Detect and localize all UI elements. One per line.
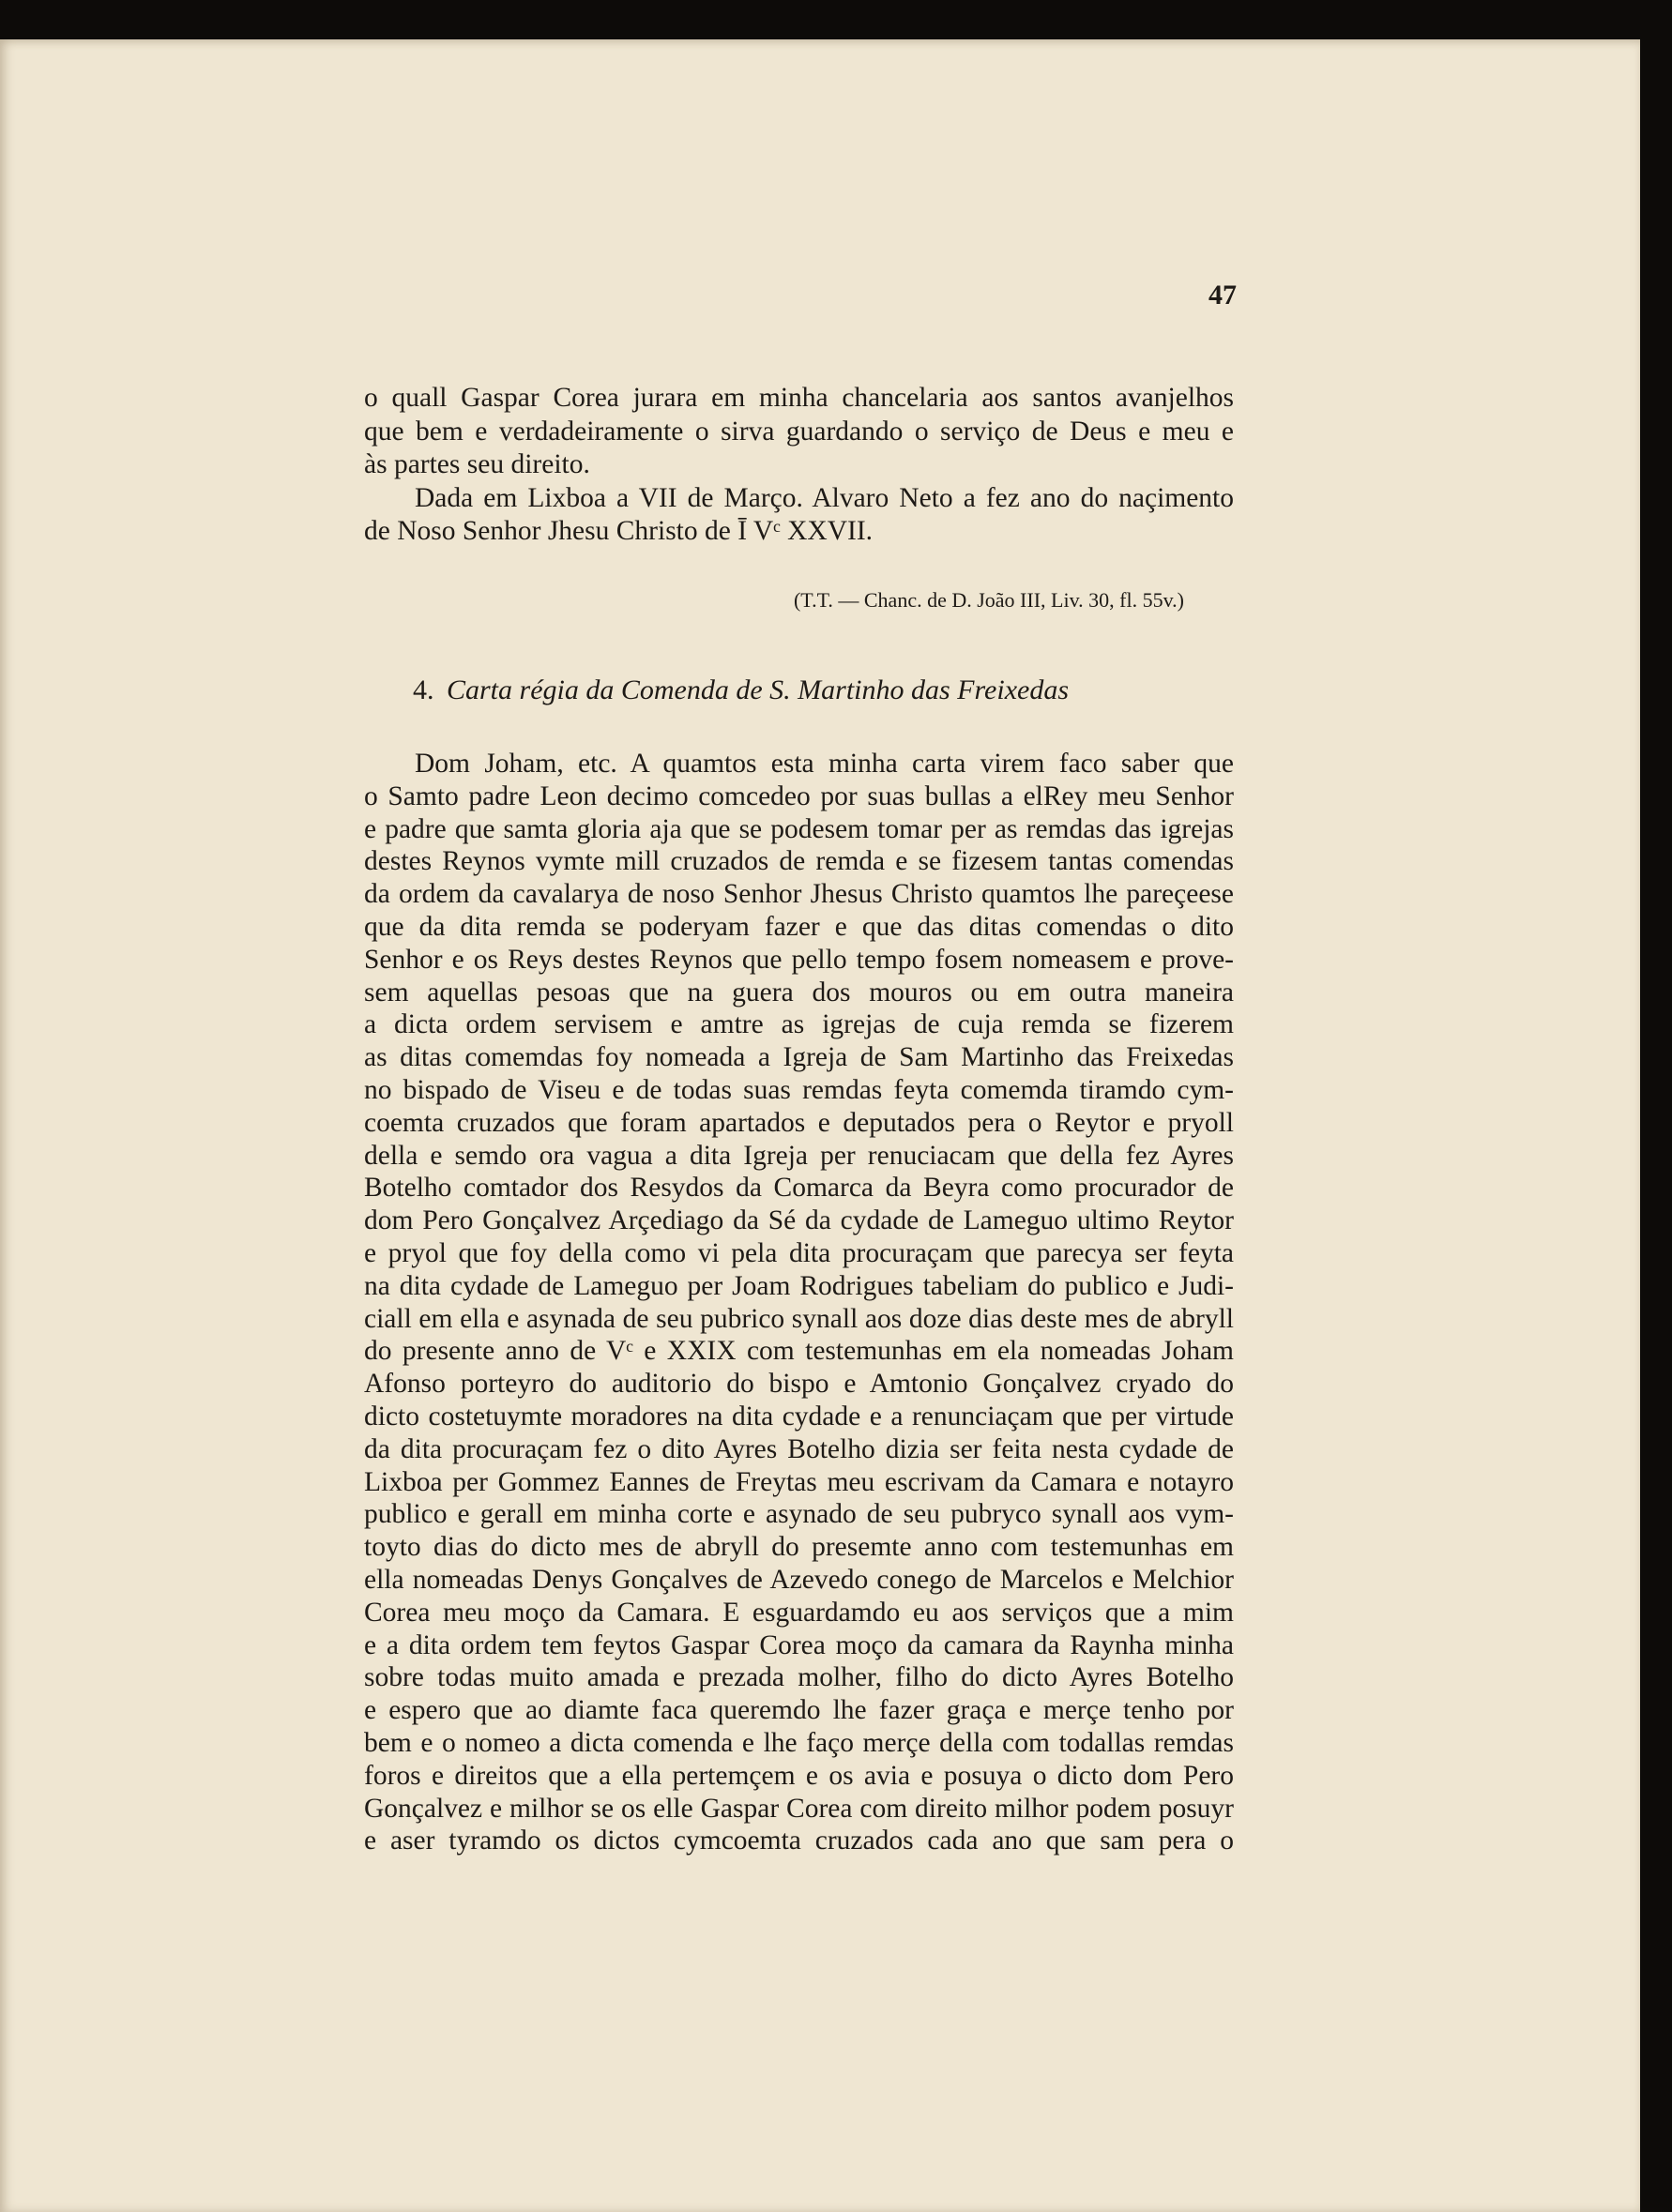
section-heading xyxy=(413,674,1069,706)
text-line: dicto costetuymte moradores na dita cydade e a renunciaçam que per virtude xyxy=(364,1401,1234,1432)
document-page xyxy=(0,39,1640,2212)
text-line: e espero que ao diamte faca queremdo lhe fazer graça e merçe tenho por xyxy=(364,1695,1234,1726)
text-line: Afonso porteyro do auditorio do bispo e Amtonio Gonçalvez cryado do xyxy=(364,1369,1234,1400)
text-line: que da dita remda se poderyam fazer e que das ditas comendas o dito xyxy=(364,911,1234,942)
source-citation: (T.T. — Chanc. de D. João III, Liv. 30, fl. 55v.) xyxy=(793,588,1184,612)
text-line: ciall em ella e asynada de seu pubrico synall aos doze dias deste mes de abryll xyxy=(364,1303,1234,1334)
text-line: as ditas comemdas foy nomeada a Igreja de Sam Martinho das Freixedas xyxy=(364,1042,1234,1073)
text-line: o Samto padre Leon decimo comcedeo por suas bullas a elRey meu Senhor xyxy=(364,780,1234,811)
text-line: o quall Gaspar Corea jurara em minha chancelaria aos santos avanjelhos xyxy=(364,383,1234,413)
text-line: dom Pero Gonçalvez Arçediago da Sé da cydade de Lameguo ultimo Reytor xyxy=(364,1205,1234,1236)
text-line: foros e direitos que a ella pertemçem e os avia e posuya o dicto dom Pero xyxy=(364,1760,1234,1791)
page-number: 47 xyxy=(1208,280,1237,311)
paragraph-royal-letter xyxy=(364,748,1234,1857)
text-line: Dom Joham, etc. A quamtos esta minha carta virem faco saber que xyxy=(415,749,1234,779)
text-line: publico e gerall em minha corte e asynado de seu pubryco synall aos vym- xyxy=(364,1499,1234,1530)
text-line: sem aquellas pesoas que na guera dos mouros ou em outra maneira xyxy=(364,977,1234,1008)
text-line: do presente anno de Vᶜ e XXIX com testemunhas em ela nomeadas Joham xyxy=(364,1336,1234,1367)
text-line: destes Reynos vymte mill cruzados de remda e se fizesem tantas comendas xyxy=(364,846,1234,877)
text-line: a dicta ordem servisem e amtre as igrejas de cuja remda se fizerem xyxy=(364,1009,1234,1040)
text-line: ella nomeadas Denys Gonçalves de Azevedo conego de Marcelos e Melchior xyxy=(364,1564,1234,1595)
text-line: Corea meu moço da Camara. E esguardamdo eu aos serviços que a mim xyxy=(364,1597,1234,1628)
text-line: da dita procuraçam fez o dito Ayres Botelho dizia ser feita nesta cydade de xyxy=(364,1433,1234,1464)
text-line: Senhor e os Reys destes Reynos que pello tempo fosem nomeasem e prove- xyxy=(364,944,1234,975)
paragraph-closing-previous-letter xyxy=(364,382,1234,549)
text-line: e aser tyramdo os dictos cymcoemta cruzados cada ano que sam pera o xyxy=(364,1826,1234,1856)
text-line: coemta cruzados que foram apartados e deputados pera o Reytor e pryoll xyxy=(364,1107,1234,1138)
text-line: na dita cydade de Lameguo per Joam Rodrigues tabeliam do publico e Judi- xyxy=(364,1270,1234,1301)
text-line: Lixboa per Gommez Eannes de Freytas meu escrivam da Camara e notayro xyxy=(364,1466,1234,1497)
text-line: Dada em Lixboa a VII de Março. Alvaro Neto a fez ano do naçimento xyxy=(415,482,1234,513)
text-line: e pryol que foy della como vi pela dita procuraçam que parecya ser feyta xyxy=(364,1237,1234,1268)
text-line: no bispado de Viseu e de todas suas remdas feyta comemda tiramdo cym- xyxy=(364,1074,1234,1105)
text-line: que bem e verdadeiramente o sirva guardando o serviço de Deus e meu e xyxy=(364,416,1234,447)
text-line: e a dita ordem tem feytos Gaspar Corea moço da camara da Raynha minha xyxy=(364,1629,1234,1660)
text-line: às partes seu direito. xyxy=(364,449,590,479)
text-line: de Noso Senhor Jhesu Christo de Ī Vᶜ XXVII. xyxy=(364,516,874,546)
text-line: della e semdo ora vagua a dita Igreja per renuciacam que della fez Ayres xyxy=(364,1140,1234,1171)
text-line: e padre que samta gloria aja que se podesem tomar per as remdas das igrejas xyxy=(364,813,1234,844)
text-line: sobre todas muito amada e prezada molher, filho do dicto Ayres Botelho xyxy=(364,1662,1234,1693)
text-line: Botelho comtador dos Resydos da Comarca da Beyra como procurador de xyxy=(364,1173,1234,1204)
text-line: toyto dias do dicto mes de abryll do presemte anno com testemunhas em xyxy=(364,1532,1234,1563)
section-title: Carta régia da Comenda de S. Martinho das Freixedas xyxy=(447,674,1070,705)
text-line: da ordem da cavalarya de noso Senhor Jhesus Christo quamtos lhe pareçeese xyxy=(364,879,1234,910)
section-number: 4. xyxy=(413,674,434,705)
text-line: bem e o nomeo a dicta comenda e lhe faço merçe della com todallas remdas xyxy=(364,1727,1234,1758)
text-line: Gonçalvez e milhor se os elle Gaspar Corea com direito milhor podem posuyr xyxy=(364,1793,1234,1824)
